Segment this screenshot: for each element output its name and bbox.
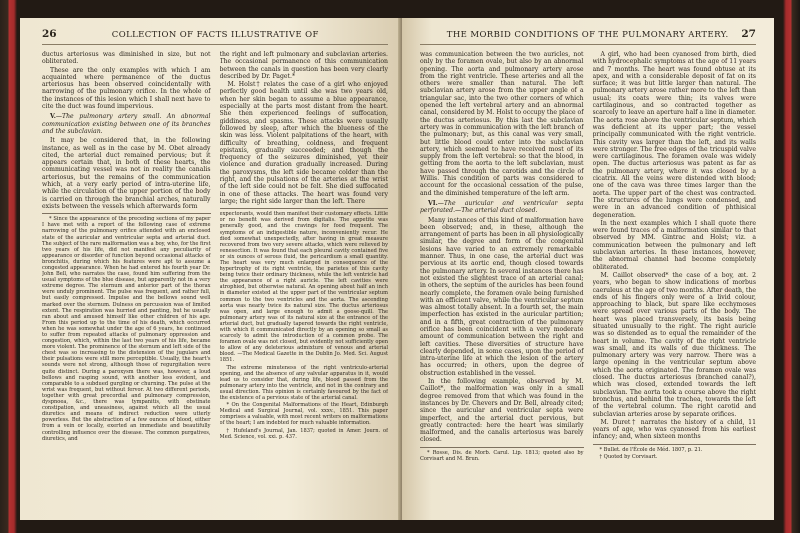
section-title: —The pulmonary artery small. An abnormal communication existing between one of its branches and the subclavian. <box>42 113 211 135</box>
paragraph: It may be considered that, in the following instance, as well as in the case by M. Obet already cited, the arterial duct remained pervious; but it appears certain that, in both of these hearts, the communicating vessel was not in reality the canalis arteriosus, but the remains of the communication which, at a very early period of intra-uterine life, while the circulation of the upper portion of the body is carried on through the branchial arches, naturally exists between the vessels which afterwards form <box>42 137 211 210</box>
footnote-text: * Since the appearance of the preceding sections of my paper I have met with a report of the following case of extreme narrowing of the pulmonary orifice attended with an enclosed state of the auricular and ventricular septa and arterial duct. The subject of the rare malformation was a boy, who, for the first two years of his life, did not manifest any peculiarity of appearance or disorder of function beyond occasional attacks of bronchitis, during which his features were apt to assume a congested appearance. When he had entered his fourth year Dr. John Bell, who narrates the case, found him suffering from the usual symptoms of the blue disease, but apparently not in a very extreme degree. The sternum and anterior part of the thorax were unduly prominent. The pulse was frequent, and rather full, but easily compressed. Impulse and the bellows sound well marked over the sternum. Dulness on percussion was of limited extent. The respiration was hurried and panting, but he usually ran about and amused himself like other children of his age. From this period up to the time of his death, which occurred when he was somewhat under the age of 6 years, he continued to suffer from repeated attacks of pulmonary oppression and congestion, which, within the last two years of his life, became more violent. The prominence of the sternum and left side of the chest was so increasing to the distension of the jugulars and their pulsations were still more perceptible. Usually, the heart's sounds were not strong, although those of regurgitation were quite distinct. During a paroxysm there was, however, a loud bellows and rasping sound, with another less evident, and comparable to a subdued gurgling or churning. The pulse at the wrist was frequent, but without fervor. At two different periods, together with great precordial and pulmonary compression, dyspnoea, &c., there was tympanitis, with obstinate constipation, and uneasiness, against which all the usual diuretics and means of indirect reduction were utterly powerless. But the abstraction of a few ounces of blood, either from a vein or locally, exerted an immediate and beautifully controlling influence over the disease. The common purgatives, diuretics, and <box>42 216 211 442</box>
paragraph: M. Holst† relates the case of a girl who enjoyed perfectly good health until she was two years old, when her skin began to assume a blue appearance, especially at the parts most distant from the heart. She then experienced feelings of suffocation, giddiness, and spasms. These attacks were usually followed by sleep, after which the blueness of the skin was less. Violent palpitations of the heart, with difficulty of breathing, coldness, and frequent epistaxis, gradually succeeded; and though the frequency of the seizures diminished, yet their violence and duration gradually increased. During the paroxysms, the left side became colder than the right, and the pulsations of the arteries at the wrist of the left side could not be felt. She died suffocated in one of these attacks. The heart was found very large; the right side larger than the left. There <box>219 81 388 205</box>
footnote-text: * On the Congenital Malformations of the Heart, Edinburgh Medical and Surgical Journal, vol. xxxv., 1851. This paper comprises a valuable, with most recent writers on malformations of the heart; I am indebted for much valuable information. <box>219 402 388 427</box>
left-running-head <box>42 28 388 45</box>
paragraph: ductus arteriosus was diminished in size, but not obliterated. <box>42 51 211 66</box>
left-column-2 <box>220 51 389 520</box>
footnote-continuation <box>220 208 389 439</box>
section-number: V. <box>50 113 56 121</box>
section-heading <box>420 200 584 215</box>
footnote-text: † Hufeland's Journal, Jan. 1837; quoted in Amer. Journ. of Med. Science, vol. xxi. p. 437. <box>219 427 388 440</box>
paragraph: A girl, who had been cyanosed from birth, died with hydrocephalic symptoms at the age of 11 years and 7 months. The heart was found obtuse at its apex, and with a considerable deposit of fat on its surface; it was but little larger than natural. The pulmonary artery arose rather more to the left than usual; its coats were thin; its valves were cartilaginous, and so contracted together as scarcely to leave an aperture half a line in diameter. The aorta rose above the ventricular septum, which was deficient at its upper part; the vessel principally communicated with the right ventricle. This cavity was larger than the left, and its walls were stronger. The free edges of the tricuspid valve were cartilaginous. The foramen ovale was widely open. The ductus arteriosus was patent as far as the pulmonary artery, where it was closed by a cicatrix. All the veins were distended with blood; one of the cava was three times larger than the aorta. The upper part of the chest was contracted. The structures of the lungs were condensed, and were in an advanced condition of phthisical degeneration. <box>592 51 756 219</box>
left-page <box>20 18 402 520</box>
right-column-2 <box>593 51 757 520</box>
footnote <box>42 213 211 441</box>
footnote-text: * Bullet. de l'École de Méd. 1807, p. 21. <box>599 446 703 453</box>
footnote-text: † Quoted by Corvisart. <box>599 453 658 460</box>
paragraph: M. Duret† narrates the history of a child, 11 years of age, who was cyanosed from his earliest infancy; and, when sixteen months <box>592 418 756 441</box>
footnote <box>593 444 757 460</box>
footnote <box>420 447 584 462</box>
left-column-1 <box>42 51 211 520</box>
right-running-head <box>420 28 756 45</box>
paragraph: was communication between the two auricles, not only by the foramen ovale, but also by an abnormal opening. The aorta and pulmonary artery arose from the right ventricle. These arteries and all the others were smaller than natural. The left subclavian artery arose from the upper angle of a triangular sac, into the two other corners of which opened the left vertebral artery and an abnormal canal, considered by M. Holst to occupy the place of the ductus arteriosus. By this last the subclavian artery was in communication with the left branch of the pulmonary; but, as this canal was very small, but little blood could enter into the subclavian artery, which seemed to have received most of its supply from the left vertebral: so that the blood, in getting from the aorta to the left subclavian, must have passed through the carotids and the circle of Willis. This condition of parts was considered to account for the occasional cessation of the pulse, and the diminished temperature of the left arm. <box>420 51 584 197</box>
right-running-title: THE MORBID CONDITIONS OF THE PULMONARY ARTERY. <box>446 30 729 40</box>
footnote-text: expectorants, would then manifest their customary effects. Little or no benefit was derived from digitalis. The appetite was generally good, and the cravings for food frequent. The symptoms of an indigestible nature, inconveniently recur. He died somewhat unexpectedly, after having in great measure recovered from two very severe attacks, which were relieved by venesection. It was found that each pleural cavity contained five or six ounces of serous fluid, the pericardium a small quantity. The heart was very much enlarged in consequence of the hypertrophy of its right ventricle, the parietes of this cavity being twice their ordinary thickness, while the left ventricle had the appearance of a right auricle. The left cavities were atrophied, but otherwise natural. An opening about half an inch in diameter existed at the upper part of the ventricular septum common to the two ventricles and the aorta. The ascending aorta was nearly twice its natural size. The ductus arteriosus was open, and large enough to admit a goose-quill. The pulmonary artery was of its natural size at the entrance of the arterial duct, but gradually tapered towards the right ventricle, with which it communicated directly by an opening so small as scarcely to admit the introduction of a common probe. The foramen ovale was not closed, but evidently not sufficiently open to allow of any deleterious admixture of venous and arterial blood. —The Medical Gazette in the Dublin Jo. Med. Sci. August 1851. <box>219 211 388 364</box>
paragraph: Many instances of this kind of malformation have been observed; and, in these, although the arrangement of parts has been in all physiologically similar, the degree and form of the congenital lesions have varied to an extremely remarkable manner. Thus, in one case, the arterial duct was pervious at its aortic end, though closed towards the pulmonary artery. In several instances there has not existed the slightest trace of an arterial canal; in others, the septum of the auricles has been found nearly complete, the foramen ovale being furnished with an efficient valve, while the ventricular septum was almost totally absent. In a fourth set, the main imperfection has existed in the auricular partition; and in a fifth, great contraction of the pulmonary orifice has been coincident with a very moderate amount of communication between the right and left cavities. These diversities of structure have clearly depended, in some cases, upon the period of intra-uterine life at which the lesion of the artery has occurred; in others, upon the degree of obstruction established in the vessel. <box>420 216 584 377</box>
footnote-text: * Rosse, Dis. de Morb. Carul. Lip. 1813; quoted also by Corvisart and M. Brun. <box>420 449 584 462</box>
left-page-number: 26 <box>42 28 57 40</box>
paragraph: These are the only examples with which I am acquainted where permanence of the ductus arteriosus has been observed coincidentally with narrowing of the pulmonary orifice. In the whole of the instances of this lesion which I shall next have to cite the duct was found impervious. <box>42 66 211 111</box>
left-running-title: COLLECTION OF FACTS ILLUSTRATIVE OF <box>111 30 319 40</box>
paragraph: the right and left pulmonary and subclavian arteries. The occasional permanence of this communication between the canals in question has been very clearly described by Dr. Paget.* <box>219 51 388 80</box>
section-heading <box>42 113 211 135</box>
footnote-text: The extreme minuteness of the right ventriculo-arterial opening, and the absence of any valvular apparatus in it, would lead us to consider that, during life, blood passed from the pulmonary artery into the ventricle, and not in the contrary and usual direction. This opinion is certainly favoured by the fact of the existence of a pervious state of the arterial canal. <box>219 364 388 402</box>
right-column-1 <box>420 51 584 520</box>
paragraph: M. Caillot observed* the case of a boy, æt. 2 years, who began to show indications of morbus caeruleus at the age of two months. After death, the ends of his fingers only were of a livid colour, approaching to black, but spare like ecchymoses were spread over various parts of the body. The heart was placed transversely, its basis being situated unusually to the right. The right auricle was so distended as to equal the remainder of the heart in volume. The cavity of the right ventricle was small, and its walls of due thickness. The pulmonary artery was very narrow. There was a large opening in the ventricular septum above which the aorta originated. The foramen ovale was closed. The ductus arteriosus (branched canal?), which was closed, extended towards the left subclavian. The aorta took a course above the right bronchus, and behind the trachea, towards the left of the vertebral column. The right carotid and subclavian arteries arose by separate orifices. <box>592 271 756 418</box>
right-page <box>402 18 774 520</box>
paragraph: In the following example, observed by M. Caillot*, the malformation was only in a small degree removed from that which was found in the instances by Dr. Chevers and Dr. Bell, already cited; since the auricular and ventricular septa were imperfect, and the arterial duct pervious, but greatly contracted: here the heart was similarly malformed, and the canalis arteriosus was barely closed. <box>420 378 584 444</box>
section-number: VI. <box>428 199 438 207</box>
paragraph: In the next examples which I shall quote there were found traces of a malformation similar to that observed by MM. Gintrac and Holst; viz. a communication between the pulmonary and left subclavian arteries. In these instances, however, the abnormal channel had become completely obliterated. <box>592 219 756 271</box>
section-title: —The auricular and ventricular septa perforated.—The arterial duct closed. <box>420 199 584 215</box>
right-page-number: 27 <box>741 28 756 40</box>
